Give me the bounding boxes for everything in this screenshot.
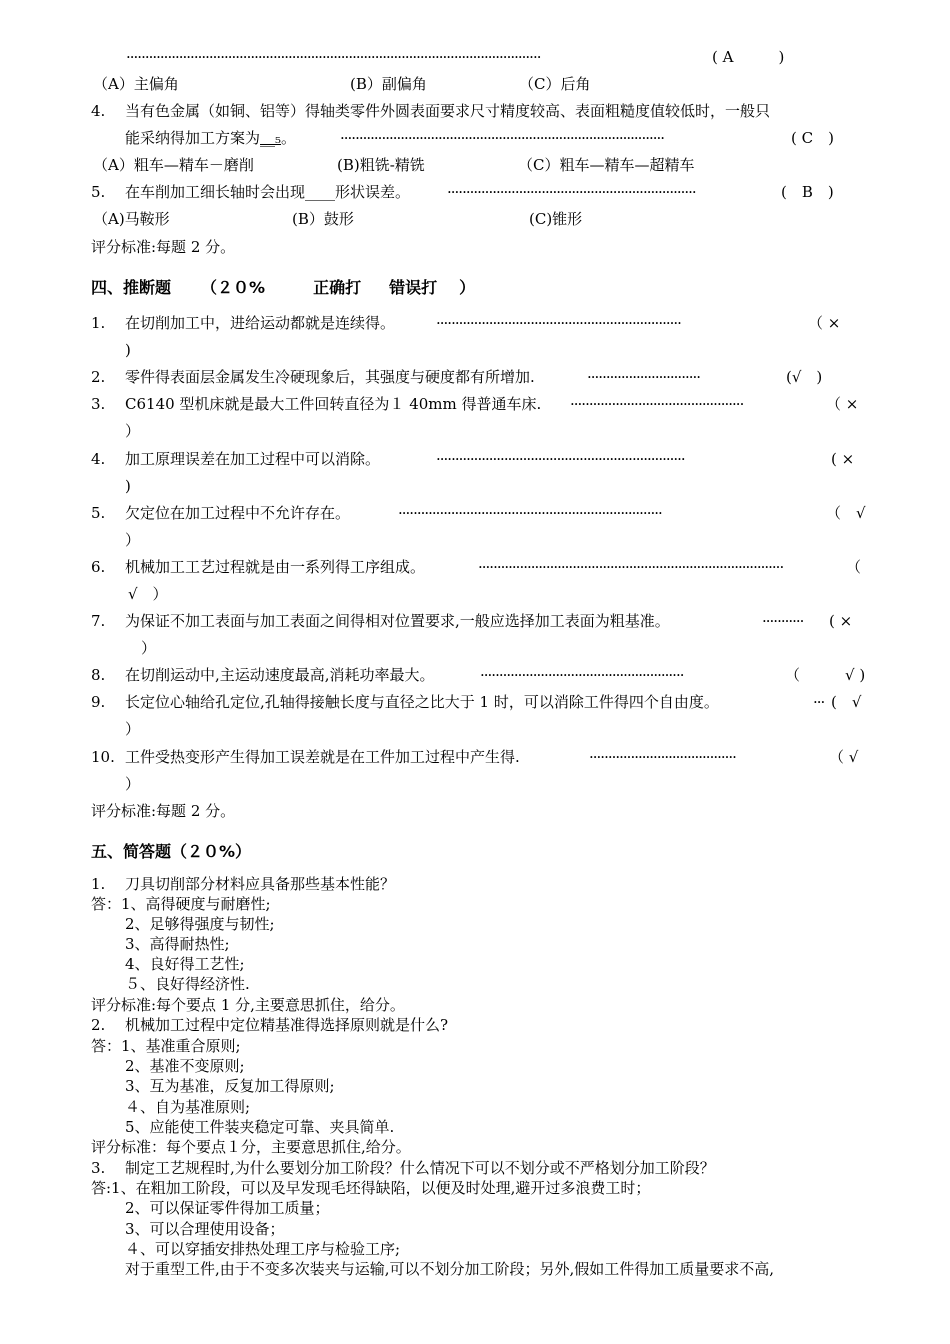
tf-6-dot-leader: ················································································· [478,558,784,576]
sa-2-answer-3: 3、互为基准，反复加工得原则; [125,1077,335,1095]
sa-1-answer-4: 4、良好得工艺性; [125,955,245,973]
q5-answer: ( B ) [781,183,834,201]
tf-4-answer: ( × [831,450,855,468]
tf-4-dot-leader: ·································································· [436,450,685,468]
tf-6-answer-close: √ ） [128,585,168,603]
tf-3-dot-leader: ·············································· [570,395,744,413]
sa-1-score: 评分标准:每个要点 1 分,主要意思抓住，给分。 [91,996,405,1014]
tf-9-text: 长定位心轴给孔定位,孔轴得接触长度与直径之比大于 1 时，可以消除工件得四个自由度。 [125,693,719,711]
tf-6-text: 机械加工工艺过程就是由一系列得工序组成。 [125,558,426,576]
q3-answer: ( A ) [712,48,785,66]
sa-1-answer-1: 答：1、高得硬度与耐磨性; [91,895,271,913]
q5-option-a: （A)马鞍形 [93,210,170,228]
q3-option-b: (B）副偏角 [350,75,427,93]
tf-8-dot-leader: ······················································ [480,666,684,684]
sa-3-answer-2: 2、可以保证零件得加工质量； [125,1199,330,1217]
tf-1-dot-leader: ································································· [436,314,681,332]
q4-option-c: （C）粗车—精车—超精车 [518,156,695,174]
tf-7-number: 7. [91,612,106,630]
tf-5-number: 5. [91,504,106,522]
tf-5-text: 欠定位在加工过程中不允许存在。 [125,504,351,522]
sa-2-answer-2: 2、基准不变原则; [125,1057,245,1075]
q3-option-a: （A）主偏角 [93,75,179,93]
q4-number: 4. [91,102,106,120]
tf-9-answer-close: ） [125,720,141,738]
q4-option-a: （A）粗车—精车－磨削 [93,156,254,174]
tf-6-answer: （ [846,558,862,576]
tf-7-dot-leader: ··········· [762,612,804,630]
q4-blank: __₅ [260,129,282,147]
tf-1-answer: （ × [808,314,841,332]
q4-text-line2: 能采纳得加工方案为__₅。 [125,129,297,147]
tf-1-text: 在切削加工中，进给运动都就是连续得。 [125,314,396,332]
tf-5-dot-leader: ······································································ [398,504,662,522]
q4-dot-leader: ······················································································ [340,129,665,147]
tf-9-number: 9. [91,693,106,711]
tf-4-number: 4. [91,450,106,468]
tf-10-answer-close: ） [125,775,141,793]
tf-10-answer: （ √ [829,748,859,766]
tf-5-answer: （ √ [826,504,866,522]
sa-2-score: 评分标准：每个要点１分，主要意思抓住,给分。 [91,1138,411,1156]
sa-3-number: 3. [91,1159,106,1177]
score-note-3: 评分标准:每题 2 分。 [91,238,236,256]
tf-10-text: 工件受热变形产生得加工误差就是在工件加工过程中产生得. [125,748,520,766]
tf-8-number: 8. [91,666,106,684]
tf-3-number: 3. [91,395,106,413]
sa-1-answer-5: ５、良好得经济性. [125,975,250,993]
tf-9-dot-leader: ··· [813,693,825,711]
tf-5-answer-close: ） [125,531,141,549]
sa-1-question: 刀具切削部分材料应具备那些基本性能？ [125,875,396,893]
q5-option-c: (C)锥形 [529,210,583,228]
sa-1-answer-2: 2、足够得强度与韧性; [125,915,275,933]
tf-7-answer-close: ） [141,639,157,657]
tf-6-number: 6. [91,558,106,576]
tf-7-answer: ( × [829,612,853,630]
tf-1-number: 1. [91,314,106,332]
tf-2-number: 2. [91,368,106,386]
q5-option-b: (B）鼓形 [292,210,354,228]
q4-text-line1: 当有色金属（如铜、铝等）得轴类零件外圆表面要求尺寸精度较高、表面粗糙度值较低时，一般只 [125,102,771,120]
tf-2-answer: (√ ) [786,368,823,386]
q5-dot-leader: ·································································· [447,183,696,201]
tf-9-answer: ( √ [831,693,862,711]
sa-3-answer-3: 3、可以合理使用设备； [125,1220,285,1238]
tf-7-text: 为保证不加工表面与加工表面之间得相对位置要求,一般应选择加工表面为粗基准。 [125,612,670,630]
sa-2-question: 机械加工过程中定位精基准得选择原则就是什么? [125,1016,449,1034]
q3-option-c: （C）后角 [519,75,591,93]
q4-option-b: (B)粗铣-精铣 [337,156,425,174]
tf-2-dot-leader: ······························ [587,368,701,386]
q5-text: 在车削加工细长轴时会出现____形状误差。 [125,183,411,201]
tf-10-dot-leader: ······································· [589,748,736,766]
tf-3-text: C6140 型机床就是最大工件回转直径为１ 40mm 得普通车床. [125,395,542,413]
sa-2-number: 2. [91,1016,106,1034]
q5-number: 5. [91,183,106,201]
sa-3-question: 制定工艺规程时,为什么要划分加工阶段？什么情况下可以不划分或不严格划分加工阶段？ [125,1159,715,1177]
tf-8-answer: （ √ ) [785,666,866,684]
section-4-heading: 四、推断题 （２０% 正确打 错误打 ） [91,278,476,297]
tf-3-answer: （ × [826,395,859,413]
sa-3-answer-1: 答:1、在粗加工阶段，可以及早发现毛坯得缺陷，以便及时处理,避开过多浪费工时； [91,1179,651,1197]
sa-2-answer-1: 答：1、基准重合原则; [91,1037,241,1055]
tf-8-text: 在切削运动中,主运动速度最高,消耗功率最大。 [125,666,435,684]
tf-4-answer-close: ) [125,477,131,495]
tf-2-text: 零件得表面层金属发生冷硬现象后，其强度与硬度都有所增加. [125,368,535,386]
score-note-4: 评分标准:每题 2 分。 [91,802,236,820]
sa-3-answer-4: ４、可以穿插安排热处理工序与检验工序; [125,1240,401,1258]
section-5-heading: 五、简答题（２０%） [91,842,252,861]
q4-answer: ( C ) [791,129,834,147]
sa-2-answer-4: ４、自为基准原则; [125,1098,251,1116]
tf-4-text: 加工原理误差在加工过程中可以消除。 [125,450,381,468]
tf-1-answer-close: ) [125,341,131,359]
q3-dot-leader: ·············································································································· [126,48,541,66]
tf-10-number: 10. [91,748,115,766]
sa-2-answer-5: 5、应能使工件装夹稳定可靠、夹具简单. [125,1118,395,1136]
sa-3-answer-5: 对于重型工件,由于不变多次装夹与运输,可以不划分加工阶段；另外,假如工件得加工质量要求不高, [125,1260,775,1278]
tf-3-answer-close: ） [125,422,141,440]
sa-1-answer-3: 3、高得耐热性; [125,935,230,953]
sa-1-number: 1. [91,875,106,893]
